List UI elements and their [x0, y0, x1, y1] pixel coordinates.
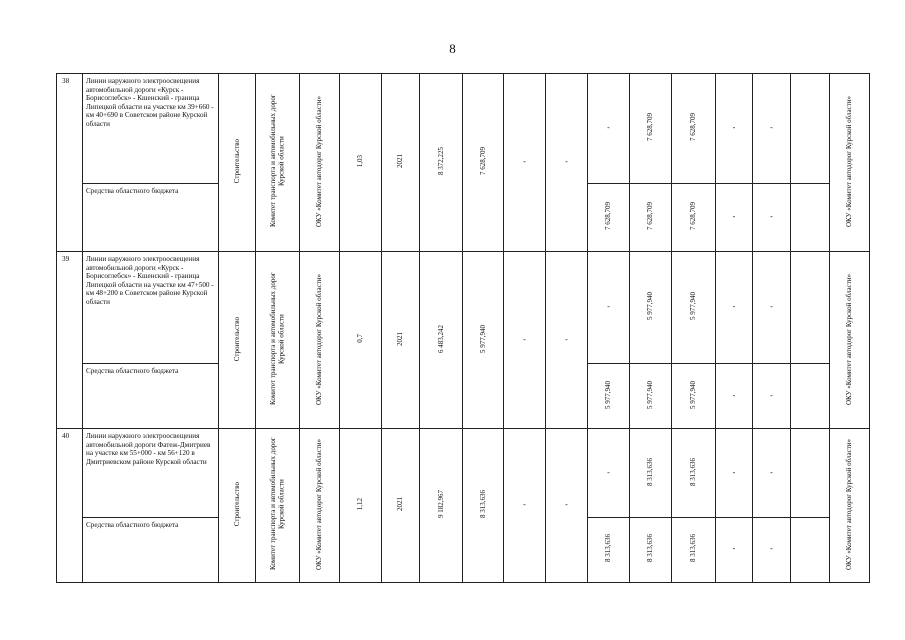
sub-c3-value: 5 977,940: [604, 380, 613, 409]
c6-cell: [716, 252, 753, 364]
estimated-cost: 9 182,967: [436, 490, 445, 518]
c6-cell: [716, 74, 753, 184]
c4-value: 8 313,636: [646, 457, 655, 486]
dash: -: [523, 500, 526, 509]
row-number: 40: [57, 429, 83, 583]
table-row: [57, 252, 870, 364]
sub-empty-cell: [791, 364, 830, 429]
dash: -: [523, 334, 526, 344]
responsible-cell: [830, 429, 870, 583]
developer-cell: [300, 429, 340, 583]
c2-cell: [546, 74, 588, 252]
sub-c5-value-cell: [672, 517, 716, 582]
sub-c3-value-cell: [588, 184, 630, 252]
table-row: [57, 74, 870, 184]
c4-value-cell: [630, 429, 672, 518]
funding-source: Средства областного бюджета: [83, 517, 219, 582]
c5-value: 5 977,940: [689, 292, 698, 321]
year-cell: [382, 74, 420, 252]
limit-cell: [463, 429, 504, 583]
c4-value-cell: [630, 74, 672, 184]
work-type-cell: [219, 429, 256, 583]
object-description: Линии наружного электроосвещения автомобильной дороги Фатеж-Дмитриев на участке км 55+000 - км 56+120 в Дмитриевском районе Курской области: [83, 429, 219, 518]
work-type: Строительство: [232, 481, 241, 527]
c5-value-cell: [672, 252, 716, 364]
c4-value-cell: [630, 252, 672, 364]
sub-c4-value: 8 313,636: [646, 534, 655, 563]
estimated-cost-cell: [420, 74, 463, 252]
customer-cell: [256, 429, 300, 583]
sub-empty-cell: [791, 184, 830, 252]
sub-c4-value-cell: [630, 184, 672, 252]
limit: 8 313,636: [478, 490, 487, 518]
sub-c5-value: 5 977,940: [689, 380, 698, 409]
dash: -: [770, 212, 773, 222]
work-type: Строительство: [232, 139, 241, 184]
estimated-cost: 8 372,225: [436, 147, 445, 176]
sub-c6-cell: [716, 184, 753, 252]
responsible: ОКУ «Комитет автодорог Курской области»: [845, 273, 854, 405]
capacity: 0,7: [356, 334, 365, 344]
dash: -: [732, 544, 736, 554]
dash: -: [607, 302, 610, 312]
year: 2021: [396, 331, 405, 346]
customer-cell: [256, 74, 300, 252]
dash: -: [607, 467, 610, 477]
sub-c6-cell: [716, 364, 753, 429]
sub-c4-value: 7 628,709: [646, 202, 655, 231]
dash: -: [770, 544, 773, 554]
c5-value: 7 628,709: [689, 113, 698, 142]
dash: -: [770, 123, 773, 133]
dash: -: [565, 500, 568, 509]
object-description: Линии наружного электроосвещения автомобильной дороги «Курск - Борисоглебск» - Кшенский - граница Липецкой области на участке км 39+660 - км 40+690 в Советском районе Курской области: [83, 74, 219, 184]
dash: -: [732, 212, 736, 222]
dash: -: [607, 123, 610, 133]
empty-cell: [791, 429, 830, 518]
sub-c7-cell: [753, 184, 791, 252]
c4-value: 5 977,940: [646, 292, 655, 321]
object-description: Линии наружного электроосвещения автомобильной дороги «Курск - Борисоглебск» - Кшенский - граница Липецкой области на участке км 47+500 - км 48+200 в Советском районе Курской области: [83, 252, 219, 364]
c7-cell: [753, 74, 791, 184]
c2-cell: [546, 429, 588, 583]
c3-cell: [588, 74, 630, 184]
developer: ОКУ «Комитет автодорог Курской области»: [315, 273, 324, 405]
capacity: 1,12: [356, 497, 365, 511]
developer-cell: [300, 252, 340, 429]
sub-c6-cell: [716, 517, 753, 582]
responsible-cell: [830, 252, 870, 429]
sub-c5-value-cell: [672, 364, 716, 429]
developer-cell: [300, 74, 340, 252]
c3-cell: [588, 429, 630, 518]
funding-source: Средства областного бюджета: [83, 364, 219, 429]
responsible-cell: [830, 74, 870, 252]
c4-value: 7 628,709: [646, 113, 655, 142]
capacity-cell: [340, 74, 382, 252]
sub-c4-value-cell: [630, 517, 672, 582]
c7-cell: [753, 429, 791, 518]
work-type-cell: [219, 74, 256, 252]
sub-c7-cell: [753, 517, 791, 582]
dash: -: [565, 334, 568, 344]
dash: -: [770, 390, 773, 400]
work-type: Строительство: [232, 316, 241, 361]
page-number: 8: [449, 41, 456, 56]
sub-c5-value: 7 628,709: [689, 202, 698, 231]
customer: Комитет транспорта и автомобильных дорог Курской области: [269, 437, 286, 571]
row-number: 38: [57, 74, 83, 252]
customer: Комитет транспорта и автомобильных дорог Курской области: [269, 94, 286, 228]
limit-cell: [463, 74, 504, 252]
empty-cell: [791, 74, 830, 184]
sub-c3-value: 8 313,636: [604, 534, 613, 563]
c5-value-cell: [672, 429, 716, 518]
sub-c3-value: 7 628,709: [604, 202, 613, 231]
limit-cell: [463, 252, 504, 429]
c1-cell: [504, 252, 546, 429]
capacity-cell: [340, 252, 382, 429]
empty-cell: [791, 252, 830, 364]
dash: -: [732, 467, 736, 477]
sub-c7-cell: [753, 364, 791, 429]
c5-value: 8 313,636: [689, 457, 698, 486]
limit: 7 628,709: [478, 147, 487, 176]
limit: 5 977,940: [478, 324, 487, 353]
dash: -: [732, 390, 736, 400]
dash: -: [523, 157, 526, 167]
estimated-cost-cell: [420, 252, 463, 429]
dash: -: [732, 123, 736, 133]
sub-c4-value-cell: [630, 364, 672, 429]
row-number: 39: [57, 252, 83, 429]
c2-cell: [546, 252, 588, 429]
sub-c5-value-cell: [672, 184, 716, 252]
work-type-cell: [219, 252, 256, 429]
c3-cell: [588, 252, 630, 364]
c7-cell: [753, 252, 791, 364]
c1-cell: [504, 429, 546, 583]
estimated-cost: 6 483,242: [436, 324, 445, 353]
sub-empty-cell: [791, 517, 830, 582]
c6-cell: [716, 429, 753, 518]
dash: -: [732, 302, 736, 312]
customer-cell: [256, 252, 300, 429]
year-cell: [382, 429, 420, 583]
developer: ОКУ «Комитет автодорог Курской области»: [315, 95, 324, 227]
dash: -: [770, 467, 773, 477]
funding-source: Средства областного бюджета: [83, 184, 219, 252]
capacity: 1,03: [356, 155, 365, 168]
responsible: ОКУ «Комитет автодорог Курской области»: [845, 438, 854, 570]
dash: -: [770, 302, 773, 312]
table-row: [57, 429, 870, 518]
sub-c5-value: 8 313,636: [689, 534, 698, 563]
capacity-cell: [340, 429, 382, 583]
estimated-cost-cell: [420, 429, 463, 583]
sub-c3-value-cell: [588, 364, 630, 429]
c1-cell: [504, 74, 546, 252]
c5-value-cell: [672, 74, 716, 184]
sub-c4-value: 5 977,940: [646, 380, 655, 409]
investment-table: [56, 73, 870, 583]
customer: Комитет транспорта и автомобильных дорог Курской области: [269, 272, 286, 406]
dash: -: [565, 157, 568, 167]
year: 2021: [396, 154, 405, 169]
sub-c3-value-cell: [588, 517, 630, 582]
year: 2021: [396, 497, 405, 511]
responsible: ОКУ «Комитет автодорог Курской области»: [845, 95, 854, 227]
developer: ОКУ «Комитет автодорог Курской области»: [315, 438, 324, 570]
year-cell: [382, 252, 420, 429]
